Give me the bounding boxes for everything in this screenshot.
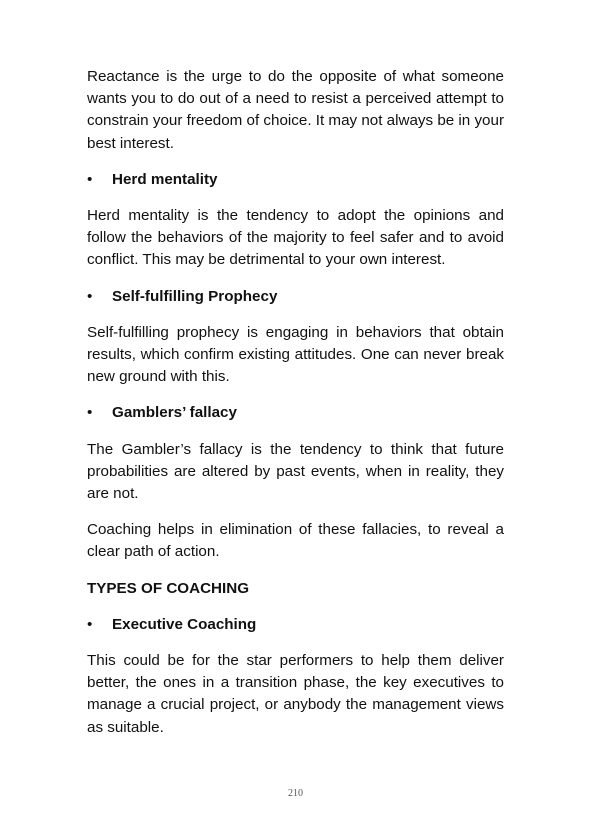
reactance-paragraph: Reactance is the urge to do the opposite of what someone wants you to do out of a need to resist a perceived attempt to constrain your freedom of choice. It may not always be in your best interest. <box>87 68 505 152</box>
bullet-label: Herd mentality <box>112 170 218 188</box>
bullet-self-fulfilling-prophecy <box>87 286 504 308</box>
bullet-herd-mentality <box>87 169 504 191</box>
bullet-label: Gamblers’ fallacy <box>112 404 237 422</box>
document-page <box>87 66 504 753</box>
bullet-icon: • <box>87 404 93 422</box>
coaching-paragraph: Coaching helps in elimination of these fallacies, to reveal a clear path of action. <box>87 521 504 561</box>
bullet-icon: • <box>87 615 93 633</box>
bullet-gamblers-fallacy <box>87 402 504 424</box>
page-number: 210 <box>288 788 303 799</box>
bullet-label: Self-fulfilling Prophecy <box>112 287 278 305</box>
gamblers-fallacy-paragraph: The Gambler’s fallacy is the tendency to think that future probabilities are altered by past events, when in reality, they are not. <box>87 440 504 503</box>
types-of-coaching-heading: TYPES OF COACHING <box>87 579 250 597</box>
herd-mentality-paragraph: Herd mentality is the tendency to adopt the opinions and follow the behaviors of the majority to feel safer and to avoid conflict. This may be detrimental to your own interest. <box>87 207 504 269</box>
self-fulfilling-prophecy-paragraph: Self-fulfilling prophecy is engaging in behaviors that obtain results, which confirm existing attitudes. One can never break new ground with this. <box>87 323 504 386</box>
bullet-icon: • <box>87 170 93 188</box>
bullet-label: Executive Coaching <box>112 615 257 633</box>
bullet-executive-coaching <box>87 614 504 636</box>
executive-coaching-paragraph: This could be for the star performers to help them deliver better, the ones in a transition phase, the key executives to manage a crucial project, or anybody the management views as suitable. <box>87 652 504 736</box>
bullet-icon: • <box>87 287 93 305</box>
